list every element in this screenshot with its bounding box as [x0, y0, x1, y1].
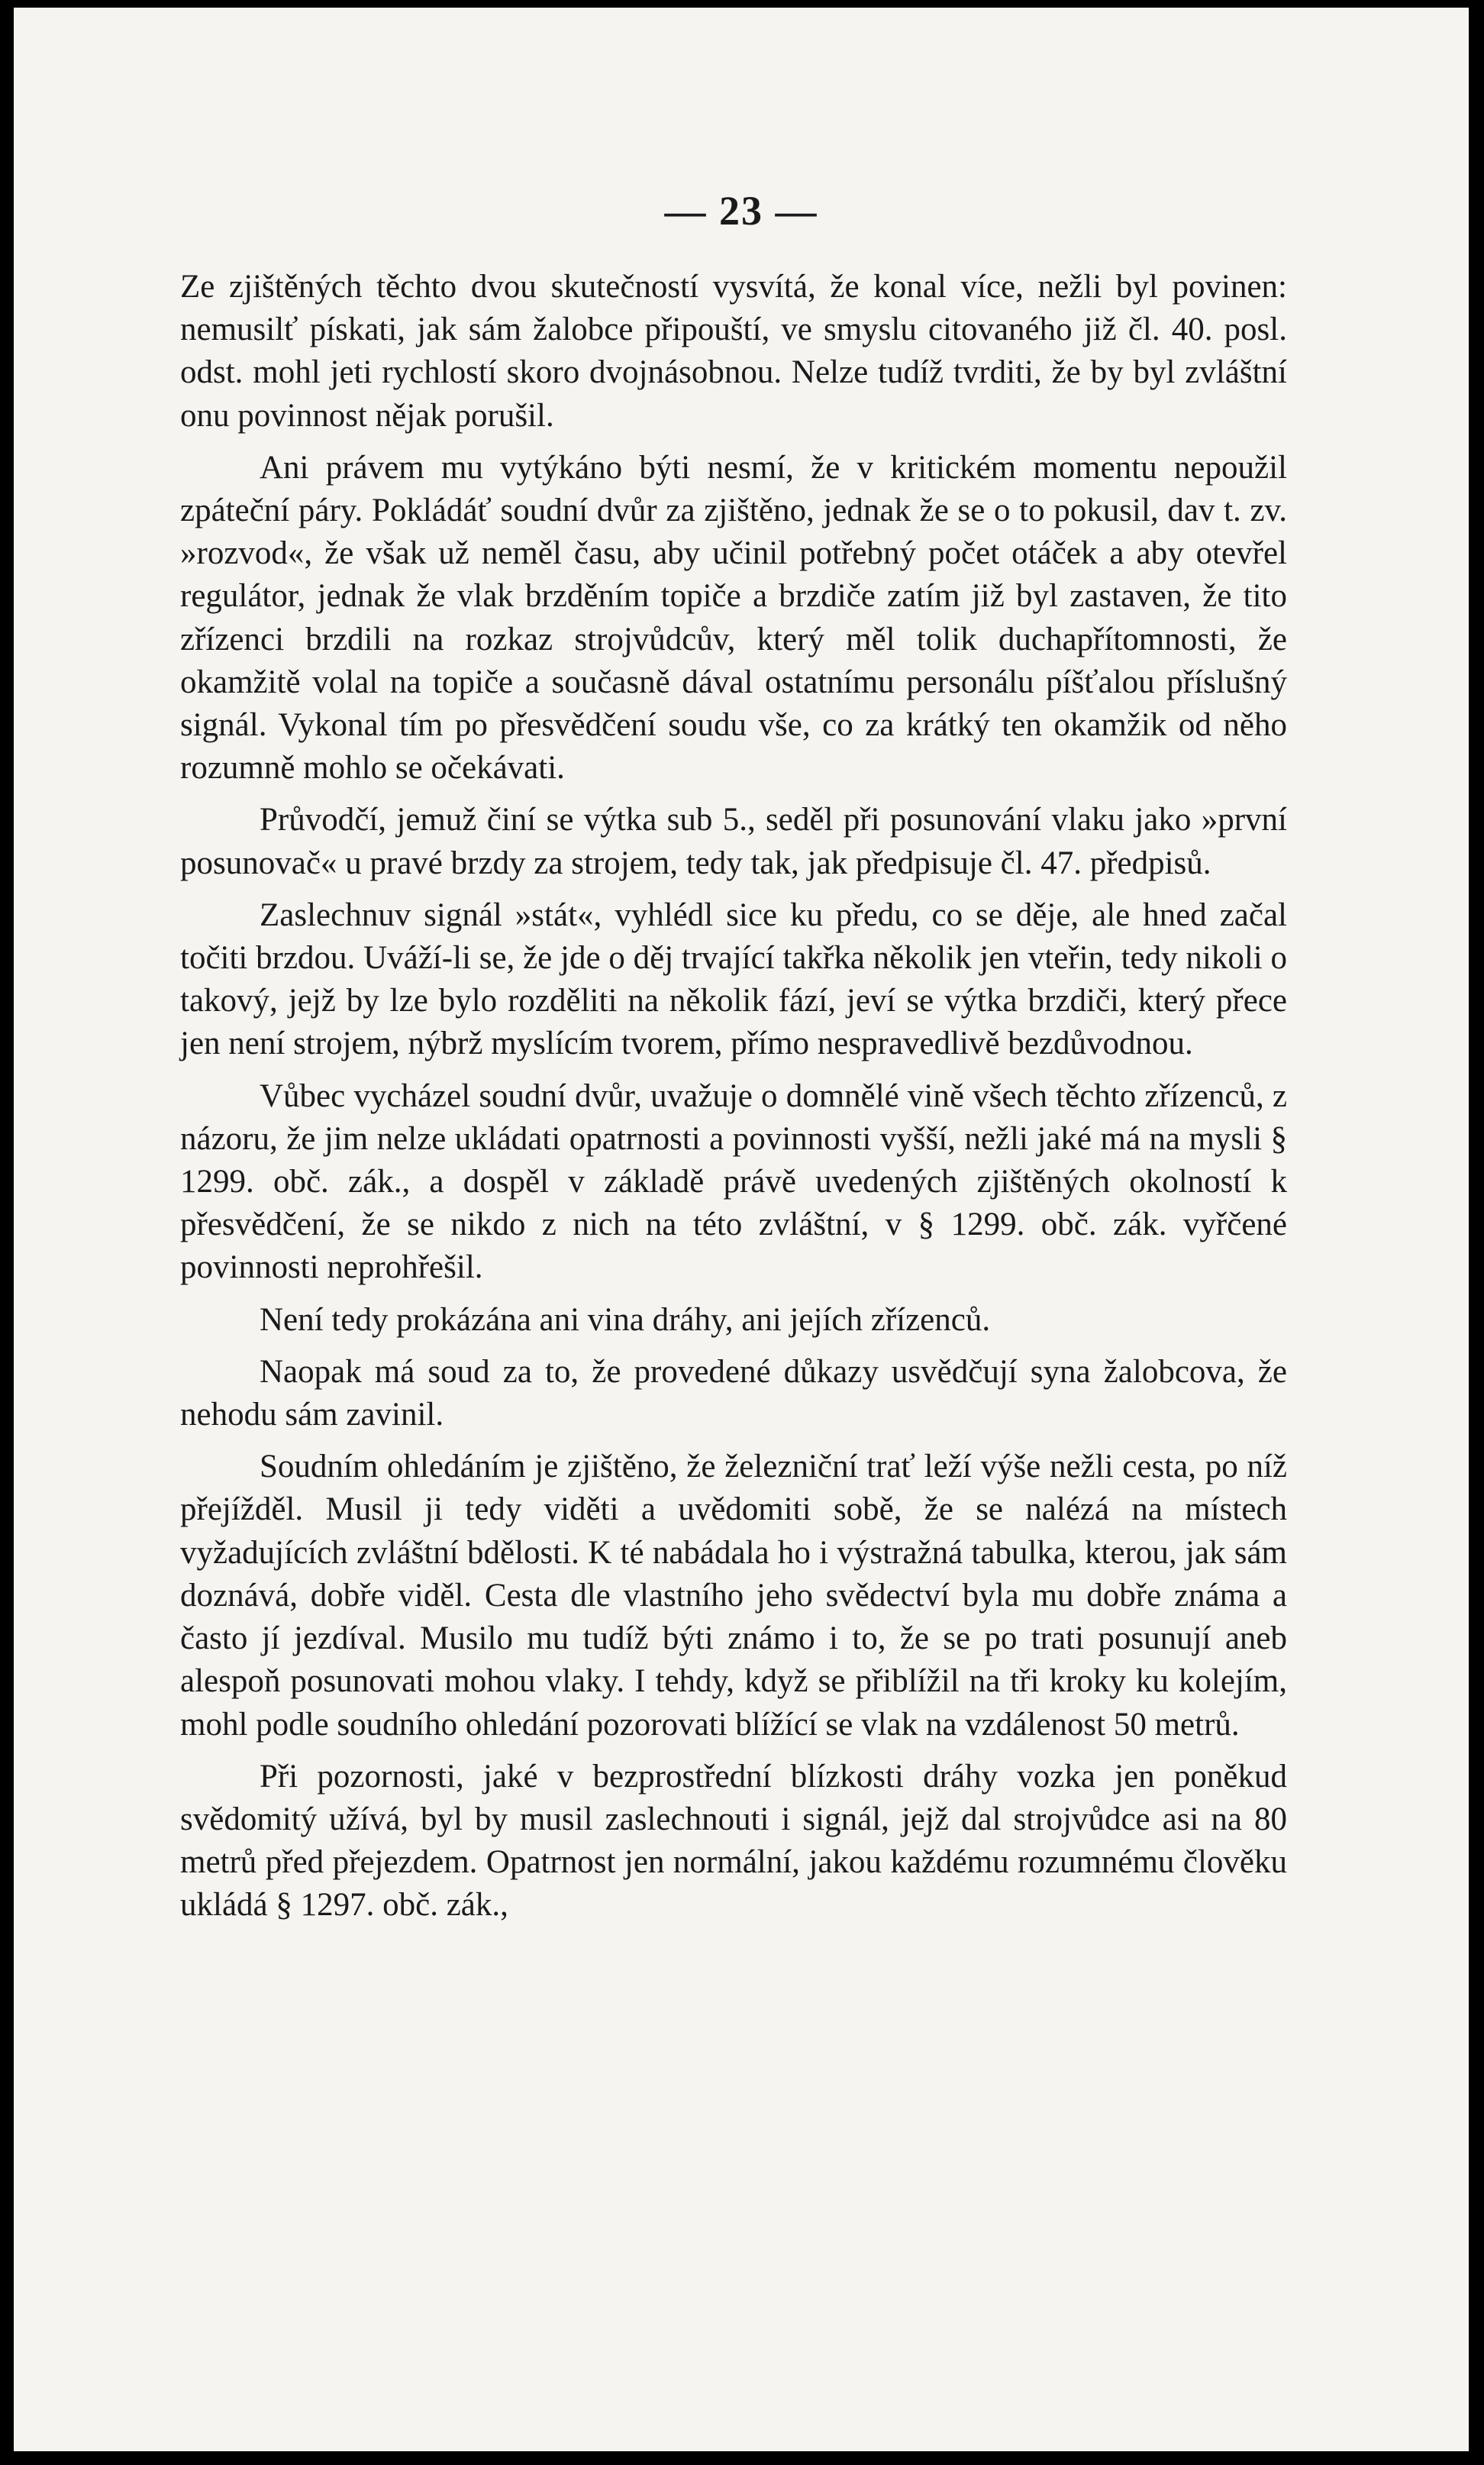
body-text — [180, 266, 1287, 1937]
paragraph-7: Naopak má soud za to, že provedené důkazy usvědčují syna žalobcova, že nehodu sám zavinil. — [180, 1353, 1287, 1433]
paragraph-2: Ani právem mu vytýkáno býti nesmí, že v kritickém momentu nepoužil zpáteční páry. Pokládáť soudní dvůr za zjištěno, jednak že se o to pokusil, dav t. zv. »rozvod«, že však už neměl času, aby učinil potřebný počet otáček a aby otevřel regulátor, jednak že vlak brzděním topiče a brzdiče zatím již byl zastaven, že tito zřízenci brzdili na rozkaz strojvůdcův, který měl tolik duchapřítomnosti, že okamžitě volal na topiče a současně dával ostatnímu personálu píšťalou příslušný signál. Vykonal tím po přesvědčení soudu vše, co za krátký ten okamžik od něho rozumně mohlo se očekávati. — [180, 449, 1287, 787]
book-page — [14, 8, 1469, 2451]
paragraph-4: Zaslechnuv signál »stát«, vyhlédl sice ku předu, co se děje, ale hned začal točiti brzdou. Uváží-li se, že jde o děj trvající takřka několik jen vteřin, tedy nikoli o takový, jejž by lze bylo rozděliti na několik fází, jeví se výtka brzdiči, který přece jen není strojem, nýbrž myslícím tvorem, přímo nespravedlivě bezdůvodnou. — [180, 897, 1287, 1062]
paragraph-9: Při pozornosti, jaké v bezprostřední blízkosti dráhy vozka jen poněkud svědomitý užívá, byl by musil zaslechnouti i signál, jejž dal strojvůdce asi na 80 metrů před přejezdem. Opatrnost jen normální, jakou každému rozumnému člověku ukládá § 1297. obč. zák., — [180, 1758, 1287, 1924]
paragraph-8: Soudním ohledáním je zjištěno, že železniční trať leží výše nežli cesta, po níž přejížděl. Musil ji tedy viděti a uvědomiti sobě, že se nalézá na místech vyžadujících zvláštní bdělosti. K té nabádala ho i výstražná tabulka, kterou, jak sám doznává, dobře viděl. Cesta dle vlastního jeho svědectví byla mu dobře známa a často jí jezdíval. Musilo mu tudíž býti známo i to, že se po trati posunují aneb alespoň posunovati mohou vlaky. I tehdy, když se přiblížil na tři kroky ku kolejím, mohl podle soudního ohledání pozorovati blížící se vlak na vzdálenost 50 metrů. — [180, 1449, 1287, 1743]
paragraph-3: Průvodčí, jemuž činí se výtka sub 5., seděl při posunování vlaku jako »první posunovač« u pravé brzdy za strojem, tedy tak, jak předpisuje čl. 47. předpisů. — [180, 802, 1287, 881]
page-number: — 23 — — [664, 188, 818, 234]
paragraph-5: Vůbec vycházel soudní dvůr, uvažuje o domnělé vině všech těchto zřízenců, z názoru, že jim nelze ukládati opatrnosti a povinnosti vyšší, nežli jaké má na mysli § 1299. obč. zák., a dospěl v základě právě uvedených zjištěných okolností k přesvědčení, že se nikdo z nich na této zvláštní, v § 1299. obč. zák. vyřčené povinnosti neprohřešil. — [180, 1077, 1287, 1286]
paragraph-1: Ze zjištěných těchto dvou skutečností vysvítá, že konal více, nežli byl povinen: nemusilť pískati, jak sám žalobce připouští, ve smyslu citovaného již čl. 40. posl. odst. mohl jeti rychlostí skoro dvojnásobnou. Nelze tudíž tvrditi, že by byl zvláštní onu povinnost nějak porušil. — [180, 269, 1287, 434]
paragraph-6: Není tedy prokázána ani vina dráhy, ani jejích zřízenců. — [260, 1301, 991, 1338]
